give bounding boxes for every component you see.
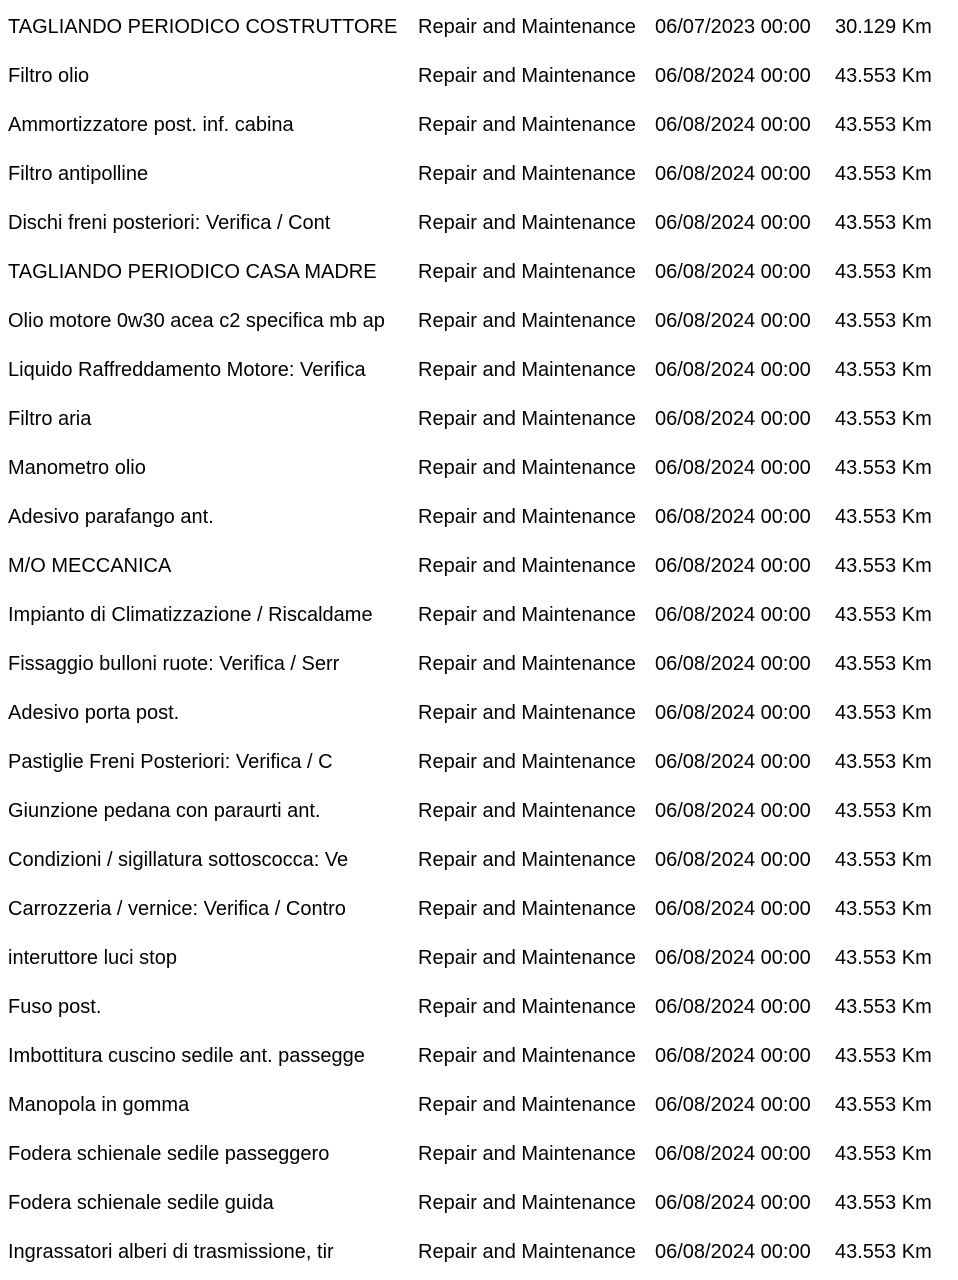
row-description: Adesivo porta post.: [8, 702, 180, 724]
table-row: [0, 52, 958, 101]
row-date: 06/08/2024 00:00: [655, 310, 811, 332]
row-date: 06/08/2024 00:00: [655, 555, 811, 577]
table-row: [0, 689, 958, 738]
table-row: [0, 493, 958, 542]
row-date: 06/08/2024 00:00: [655, 849, 811, 871]
row-mileage: 43.553 Km: [835, 310, 932, 332]
row-date: 06/08/2024 00:00: [655, 898, 811, 920]
row-category: Repair and Maintenance: [418, 898, 636, 920]
row-mileage: 43.553 Km: [835, 114, 932, 136]
row-description: Olio motore 0w30 acea c2 specifica mb ap: [8, 310, 385, 332]
row-description: Manometro olio: [8, 457, 146, 479]
row-description: Ingrassatori alberi di trasmissione, tir: [8, 1241, 334, 1263]
row-category: Repair and Maintenance: [418, 1094, 636, 1116]
row-description: Adesivo parafango ant.: [8, 506, 214, 528]
row-date: 06/08/2024 00:00: [655, 996, 811, 1018]
table-row: [0, 542, 958, 591]
row-description: Liquido Raffreddamento Motore: Verifica: [8, 359, 366, 381]
row-description: interuttore luci stop: [8, 947, 177, 969]
row-date: 06/08/2024 00:00: [655, 114, 811, 136]
row-mileage: 43.553 Km: [835, 163, 932, 185]
table-row: [0, 150, 958, 199]
row-description: TAGLIANDO PERIODICO COSTRUTTORE: [8, 16, 398, 38]
row-date: 06/08/2024 00:00: [655, 653, 811, 675]
row-category: Repair and Maintenance: [418, 653, 636, 675]
row-date: 06/08/2024 00:00: [655, 506, 811, 528]
row-category: Repair and Maintenance: [418, 751, 636, 773]
row-mileage: 43.553 Km: [835, 457, 932, 479]
row-category: Repair and Maintenance: [418, 65, 636, 87]
table-row: [0, 787, 958, 836]
row-description: Giunzione pedana con paraurti ant.: [8, 800, 321, 822]
row-description: Fodera schienale sedile passeggero: [8, 1143, 330, 1165]
table-row: [0, 934, 958, 983]
row-mileage: 43.553 Km: [835, 849, 932, 871]
row-mileage: 43.553 Km: [835, 1045, 932, 1067]
row-category: Repair and Maintenance: [418, 555, 636, 577]
row-category: Repair and Maintenance: [418, 16, 636, 38]
row-description: Manopola in gomma: [8, 1094, 190, 1116]
row-category: Repair and Maintenance: [418, 114, 636, 136]
row-description: Condizioni / sigillatura sottoscocca: Ve: [8, 849, 349, 871]
row-category: Repair and Maintenance: [418, 261, 636, 283]
table-row: [0, 885, 958, 934]
row-category: Repair and Maintenance: [418, 408, 636, 430]
row-description: Imbottitura cuscino sedile ant. passegge: [8, 1045, 365, 1067]
row-mileage: 43.553 Km: [835, 212, 932, 234]
row-date: 06/08/2024 00:00: [655, 65, 811, 87]
table-row: [0, 640, 958, 689]
table-row: [0, 101, 958, 150]
row-mileage: 43.553 Km: [835, 996, 932, 1018]
row-mileage: 43.553 Km: [835, 1143, 932, 1165]
row-description: Carrozzeria / vernice: Verifica / Contro: [8, 898, 346, 920]
row-mileage: 43.553 Km: [835, 800, 932, 822]
table-row: [0, 1130, 958, 1179]
table-row: [0, 1032, 958, 1081]
table-row: [0, 836, 958, 885]
row-date: 06/07/2023 00:00: [655, 16, 811, 38]
row-description: Ammortizzatore post. inf. cabina: [8, 114, 294, 136]
row-description: Filtro aria: [8, 408, 92, 430]
row-date: 06/08/2024 00:00: [655, 1192, 811, 1214]
table-row: [0, 346, 958, 395]
row-category: Repair and Maintenance: [418, 1045, 636, 1067]
table-row: [0, 444, 958, 493]
row-date: 06/08/2024 00:00: [655, 1094, 811, 1116]
row-date: 06/08/2024 00:00: [655, 1241, 811, 1263]
row-description: Pastiglie Freni Posteriori: Verifica / C: [8, 751, 333, 773]
row-category: Repair and Maintenance: [418, 800, 636, 822]
row-date: 06/08/2024 00:00: [655, 1143, 811, 1165]
row-mileage: 43.553 Km: [835, 898, 932, 920]
row-category: Repair and Maintenance: [418, 359, 636, 381]
row-description: Filtro antipolline: [8, 163, 149, 185]
row-description: Fissaggio bulloni ruote: Verifica / Serr: [8, 653, 340, 675]
row-category: Repair and Maintenance: [418, 604, 636, 626]
table-row: [0, 1081, 958, 1130]
row-mileage: 43.553 Km: [835, 751, 932, 773]
row-category: Repair and Maintenance: [418, 849, 636, 871]
row-mileage: 43.553 Km: [835, 604, 932, 626]
row-date: 06/08/2024 00:00: [655, 800, 811, 822]
row-mileage: 43.553 Km: [835, 555, 932, 577]
row-mileage: 43.553 Km: [835, 261, 932, 283]
table-row: [0, 1228, 958, 1277]
row-date: 06/08/2024 00:00: [655, 751, 811, 773]
row-category: Repair and Maintenance: [418, 163, 636, 185]
table-row: [0, 738, 958, 787]
row-mileage: 43.553 Km: [835, 1192, 932, 1214]
row-description: M/O MECCANICA: [8, 555, 172, 577]
table-row: [0, 199, 958, 248]
row-date: 06/08/2024 00:00: [655, 604, 811, 626]
row-description: Impianto di Climatizzazione / Riscaldame: [8, 604, 373, 626]
table-row: [0, 297, 958, 346]
row-mileage: 43.553 Km: [835, 506, 932, 528]
table-row: [0, 248, 958, 297]
row-description: Fuso post.: [8, 996, 102, 1018]
row-mileage: 43.553 Km: [835, 653, 932, 675]
row-category: Repair and Maintenance: [418, 212, 636, 234]
row-category: Repair and Maintenance: [418, 1241, 636, 1263]
row-mileage: 30.129 Km: [835, 16, 932, 38]
table-row: [0, 591, 958, 640]
row-mileage: 43.553 Km: [835, 359, 932, 381]
row-description: Fodera schienale sedile guida: [8, 1192, 274, 1214]
row-category: Repair and Maintenance: [418, 702, 636, 724]
row-mileage: 43.553 Km: [835, 702, 932, 724]
row-category: Repair and Maintenance: [418, 1143, 636, 1165]
row-date: 06/08/2024 00:00: [655, 359, 811, 381]
row-mileage: 43.553 Km: [835, 1094, 932, 1116]
row-date: 06/08/2024 00:00: [655, 163, 811, 185]
row-category: Repair and Maintenance: [418, 947, 636, 969]
row-category: Repair and Maintenance: [418, 457, 636, 479]
row-date: 06/08/2024 00:00: [655, 261, 811, 283]
table-row: [0, 1179, 958, 1228]
row-description: TAGLIANDO PERIODICO CASA MADRE: [8, 261, 377, 283]
row-category: Repair and Maintenance: [418, 1192, 636, 1214]
row-category: Repair and Maintenance: [418, 996, 636, 1018]
table-row: [0, 3, 958, 52]
row-date: 06/08/2024 00:00: [655, 702, 811, 724]
row-date: 06/08/2024 00:00: [655, 1045, 811, 1067]
row-mileage: 43.553 Km: [835, 65, 932, 87]
row-category: Repair and Maintenance: [418, 506, 636, 528]
row-date: 06/08/2024 00:00: [655, 408, 811, 430]
row-description: Dischi freni posteriori: Verifica / Cont: [8, 212, 331, 234]
row-category: Repair and Maintenance: [418, 310, 636, 332]
row-mileage: 43.553 Km: [835, 1241, 932, 1263]
table-row: [0, 395, 958, 444]
row-date: 06/08/2024 00:00: [655, 457, 811, 479]
row-mileage: 43.553 Km: [835, 408, 932, 430]
row-description: Filtro olio: [8, 65, 90, 87]
row-date: 06/08/2024 00:00: [655, 212, 811, 234]
table-row: [0, 983, 958, 1032]
row-date: 06/08/2024 00:00: [655, 947, 811, 969]
row-mileage: 43.553 Km: [835, 947, 932, 969]
